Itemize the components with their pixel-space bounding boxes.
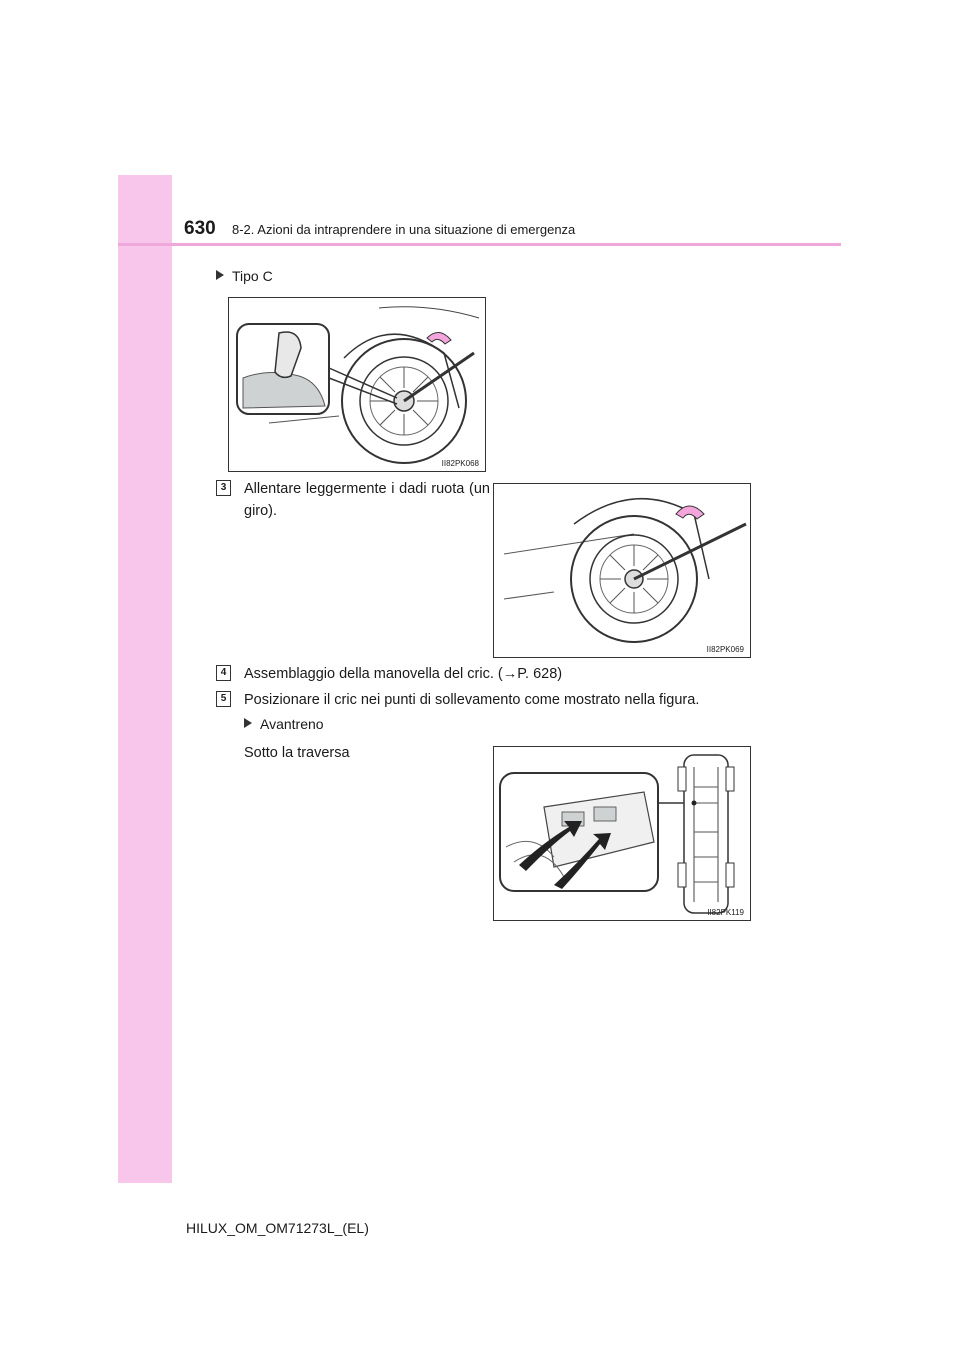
step-number-4: 4: [216, 665, 231, 681]
step-number-3: 3: [216, 480, 231, 496]
footer-doc-code: HILUX_OM_OM71273L_(EL): [186, 1220, 369, 1236]
figure-wheel-nut-cap: [228, 297, 486, 472]
bullet-avantreno: [244, 716, 324, 732]
bullet-tipo-c: [216, 268, 273, 284]
figure-loosen-wheel-nuts: [493, 483, 751, 658]
header-rule: [118, 243, 841, 246]
jack-points-illustration: [494, 747, 750, 920]
step-4-text: Assemblaggio della manovella del cric. (→P. 628): [244, 666, 563, 682]
figure-code: II82PK119: [707, 908, 744, 917]
side-band: [118, 175, 172, 1183]
step-number-5: 5: [216, 691, 231, 707]
wheel-nut-illustration: [229, 298, 485, 471]
figure-jack-points-front: [493, 746, 751, 921]
page-number: 630: [184, 218, 216, 239]
figure-code: II82PK069: [706, 645, 744, 654]
bullet-label: Avantreno: [260, 716, 324, 732]
caption-sotto-traversa: Sotto la traversa: [244, 745, 350, 761]
chapter-title: 8-2. Azioni da intraprendere in una situazione di emergenza: [232, 222, 576, 237]
triangle-bullet-icon: [216, 270, 224, 280]
step-5-text: Posizionare il cric nei punti di sollevamento come mostrato nella figura.: [244, 692, 700, 708]
loosen-nuts-illustration: [494, 484, 750, 657]
figure-code: II82PK068: [441, 459, 479, 468]
triangle-bullet-icon: [244, 718, 252, 728]
bullet-label: Tipo C: [232, 268, 273, 284]
step-3-text: Allentare leggermente i dadi ruota (un giro).: [244, 481, 490, 519]
